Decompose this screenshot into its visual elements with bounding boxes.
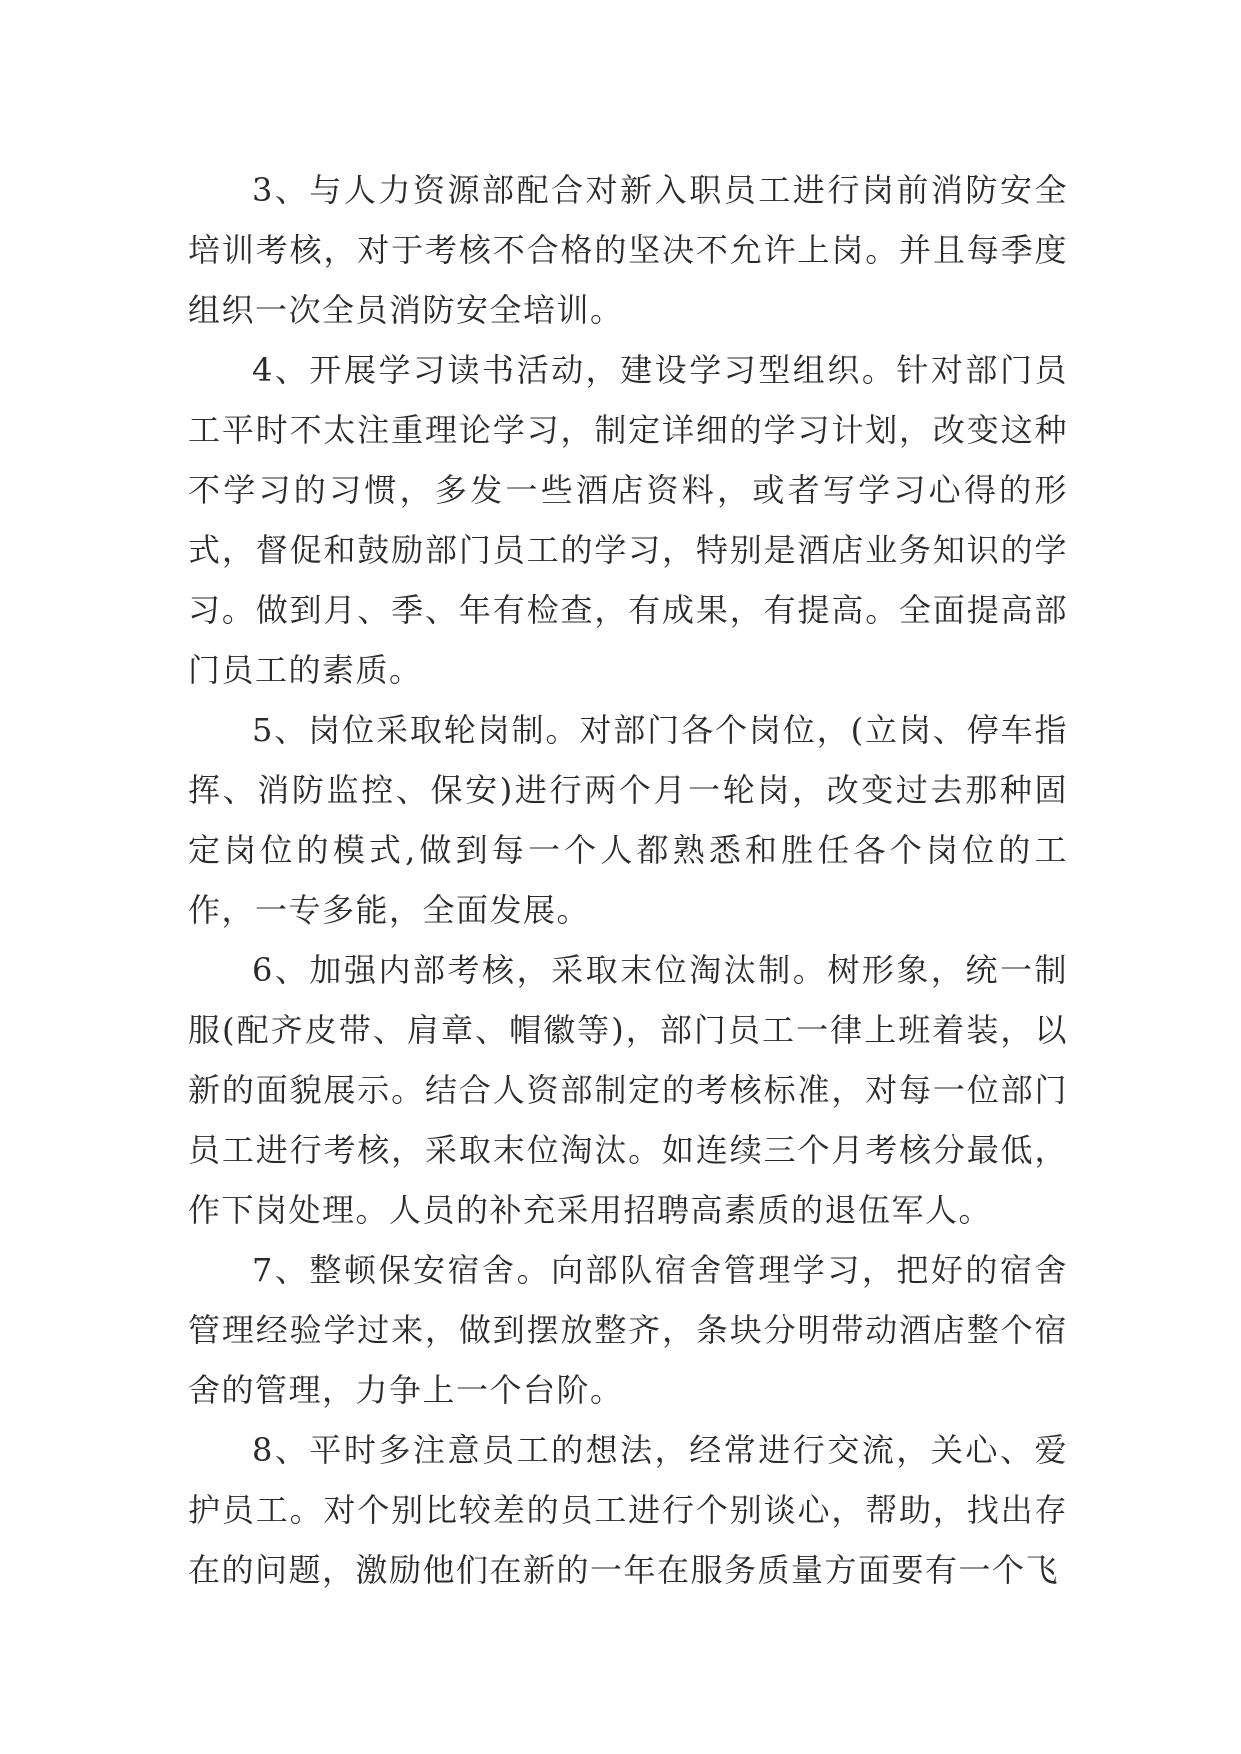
paragraph-item-8: 8、平时多注意员工的想法，经常进行交流，关心、爱护员工。对个别比较差的员工进行个别谈心，帮助，找出存在的问题，激励他们在新的一年在服务质量方面要有一个飞 xyxy=(188,1431,1068,1589)
document-body xyxy=(188,160,1068,1600)
paragraph-item-3: 3、与人力资源部配合对新入职员工进行岗前消防安全培训考核，对于考核不合格的坚决不允许上岗。并且每季度组织一次全员消防安全培训。 xyxy=(188,171,1068,329)
paragraph-item-4: 4、开展学习读书活动，建设学习型组织。针对部门员工平时不太注重理论学习，制定详细的学习计划，改变这种不学习的习惯，多发一些酒店资料，或者写学习心得的形式，督促和鼓励部门员工的学习，特别是酒店业务知识的学习。做到月、季、年有检查，有成果，有提高。全面提高部门员工的素质。 xyxy=(188,351,1068,689)
paragraph-item-6: 6、加强内部考核，采取末位淘汰制。树形象，统一制服(配齐皮带、肩章、帽徽等)，部门员工一律上班着装，以新的面貌展示。结合人资部制定的考核标准，对每一位部门员工进行考核，采取末位淘汰。如连续三个月考核分最低，作下岗处理。人员的补充采用招聘高素质的退伍军人。 xyxy=(188,951,1068,1229)
paragraph-item-5: 5、岗位采取轮岗制。对部门各个岗位，(立岗、停车指挥、消防监控、保安)进行两个月一轮岗，改变过去那种固定岗位的模式,做到每一个人都熟悉和胜任各个岗位的工作，一专多能，全面发展。 xyxy=(188,711,1068,929)
paragraph-item-7: 7、整顿保安宿舍。向部队宿舍管理学习，把好的宿舍管理经验学过来，做到摆放整齐，条块分明带动酒店整个宿舍的管理，力争上一个台阶。 xyxy=(188,1251,1068,1409)
